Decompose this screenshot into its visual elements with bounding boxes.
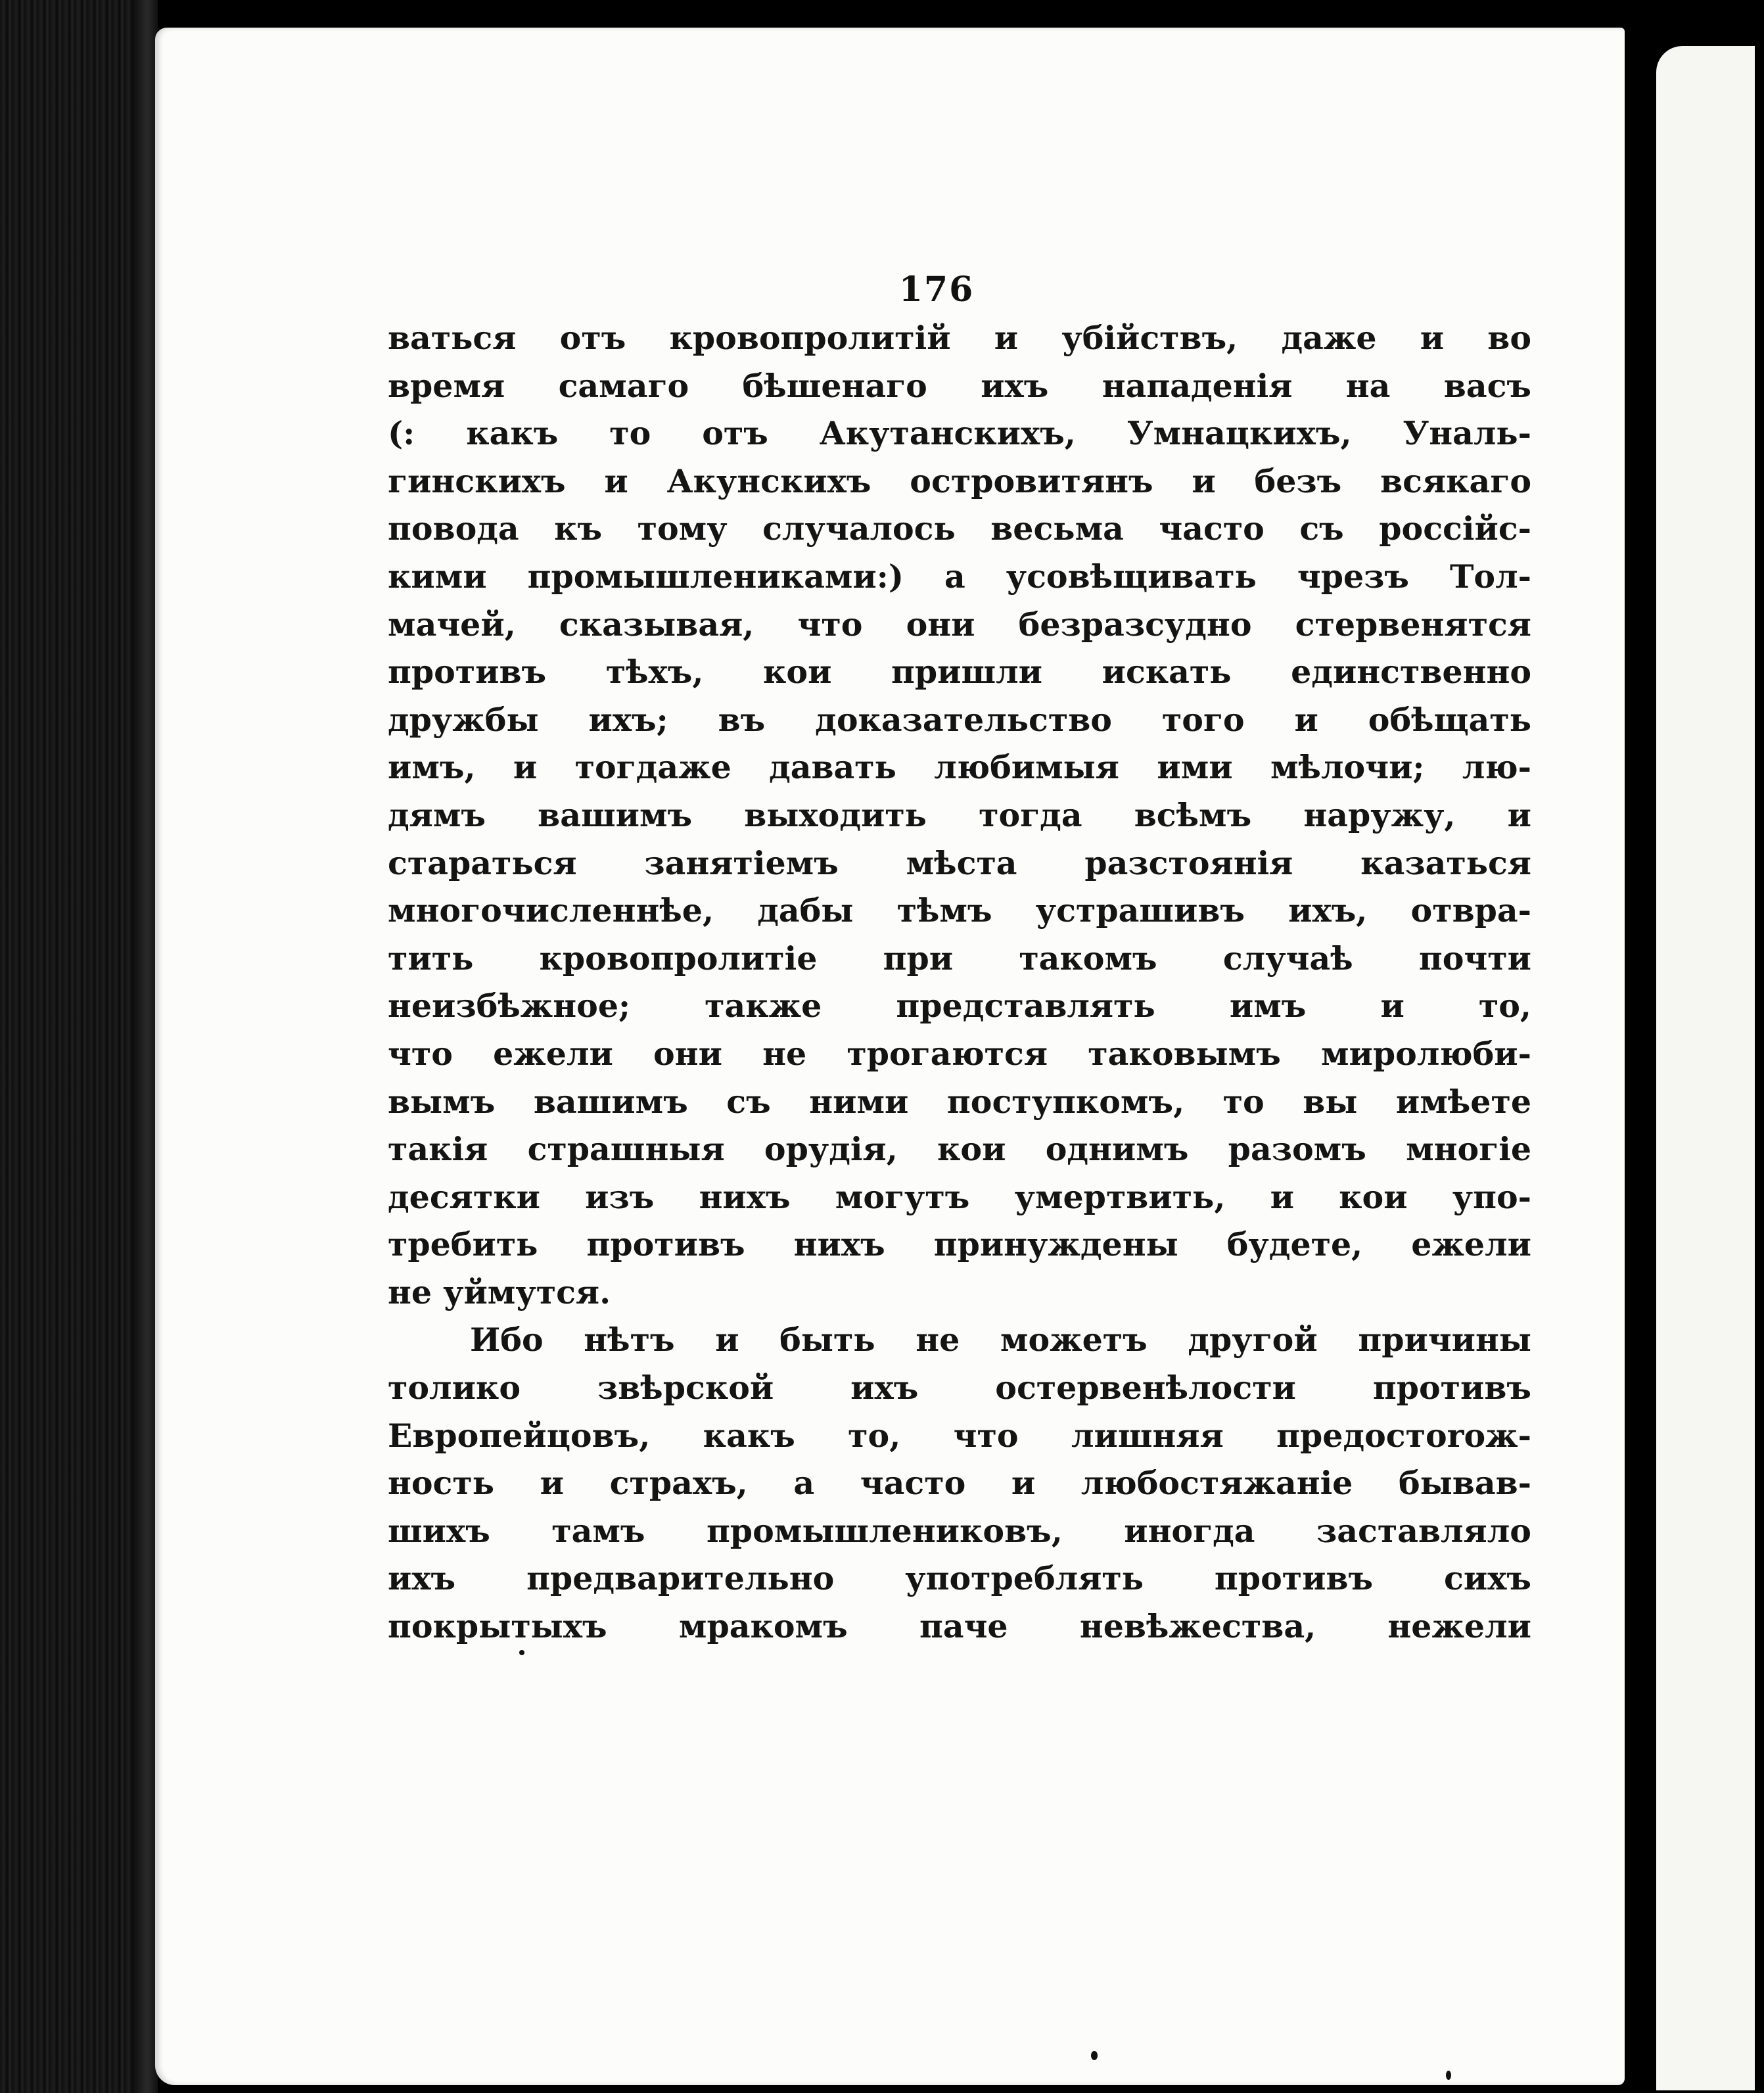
text-line: дямъ вашимъ выходить тогда всѣмъ наружу, и bbox=[388, 795, 1531, 834]
text-line: кими промышлениками:) а усовѣщивать чрезъ Тол- bbox=[388, 557, 1531, 596]
text-line: Европейцовъ, какъ то, что лишняя предостorож- bbox=[388, 1416, 1531, 1455]
text-line: ность и страхъ, а часто и любостяжаніе бывав- bbox=[388, 1464, 1531, 1503]
text-line: покрытыхъ мракомъ паче невѣжества, нежели bbox=[388, 1607, 1531, 1646]
spine-edge bbox=[131, 0, 158, 2093]
text-line: что ежели они не трогаются таковымъ миролюби- bbox=[388, 1034, 1531, 1073]
paragraph-start-line: Ибо нѣтъ и быть не можетъ другой причины bbox=[470, 1321, 1531, 1359]
text-line: имъ, и тогдаже давать любимыя ими мѣлочи; лю- bbox=[388, 748, 1531, 787]
text-line: многочисленнѣе, дабы тѣмъ устрашивъ ихъ, отвра- bbox=[388, 891, 1531, 930]
text-line: время самаго бѣшенаго ихъ нападенія на васъ bbox=[388, 366, 1531, 405]
text-line: толико звѣрской ихъ остервенѣлости противъ bbox=[388, 1369, 1531, 1407]
text-line: повода къ тому случалось весьма часто съ россійс- bbox=[388, 509, 1531, 548]
next-page-edge bbox=[1656, 46, 1755, 2090]
page-number: 176 bbox=[898, 270, 975, 310]
text-line: ваться отъ кровопролитій и убійствъ, даже и во bbox=[388, 319, 1531, 357]
text-line: требить противъ нихъ принуждены будете, ежели bbox=[388, 1225, 1531, 1264]
text-line: вымъ вашимъ съ ними поступкомъ, то вы имѣете bbox=[388, 1082, 1531, 1121]
text-line: десятки изъ нихъ могутъ умертвить, и кои упо- bbox=[388, 1177, 1531, 1216]
text-line: не уймутся. bbox=[388, 1273, 611, 1311]
text-line: дружбы ихъ; въ доказательство того и обѣщать bbox=[388, 700, 1531, 739]
scan-speck bbox=[519, 1650, 524, 1655]
scan-speck bbox=[1446, 2071, 1451, 2080]
page-text bbox=[388, 314, 1531, 1651]
scan-speck bbox=[1091, 2051, 1098, 2060]
text-line: противъ тѣхъ, кои пришли искать единственно bbox=[388, 653, 1531, 692]
text-line: тить кровопролитіе при такомъ случаѣ почти bbox=[388, 939, 1531, 977]
text-line: стараться занятіемъ мѣста разстоянія казаться bbox=[388, 843, 1531, 882]
text-line: (: какъ то отъ Акутанскихъ, Умнацкихъ, Уналь- bbox=[388, 414, 1531, 453]
text-line: шихъ тамъ промышлениковъ, иногда заставляло bbox=[388, 1511, 1531, 1550]
text-line: такія страшныя орудія, кои однимъ разомъ многіе bbox=[388, 1130, 1531, 1169]
text-line: мачей, сказывая, что они безразсудно стервенятся bbox=[388, 605, 1531, 644]
text-line: неизбѣжное; также представлять имъ и то, bbox=[388, 987, 1531, 1025]
text-line: ихъ предварительно употреблять противъ сихъ bbox=[388, 1559, 1531, 1598]
text-line: гинскихъ и Акунскихъ островитянъ и безъ всякаго bbox=[388, 461, 1531, 500]
